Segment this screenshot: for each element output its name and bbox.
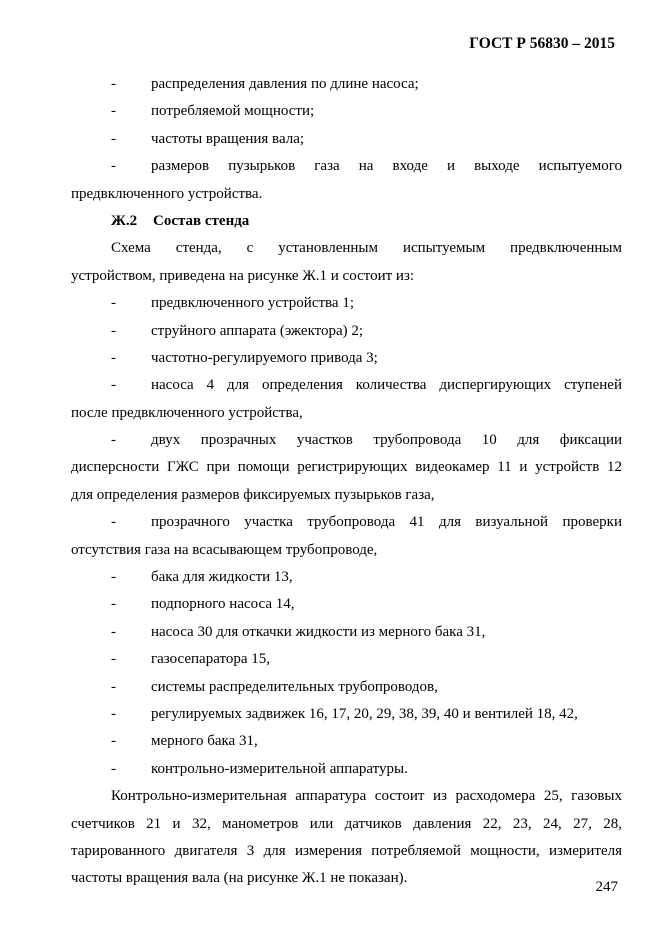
- section-title: Состав стенда: [153, 212, 250, 229]
- list-item-text: бака для жидкости 13,: [151, 569, 293, 586]
- list-item-continuation: дисперсности ГЖС при помощи регистрирующих видеокамер 11 и устройств 12: [71, 459, 622, 476]
- list-item: [71, 701, 622, 728]
- page-body: [71, 71, 622, 893]
- list-dash: -: [111, 349, 116, 366]
- list-item-text: потребляемой мощности;: [151, 103, 315, 120]
- list-item: [71, 427, 622, 454]
- list-item: [71, 728, 622, 755]
- list-dash: -: [111, 623, 116, 640]
- list-item-continuation: для определения размеров фиксируемых пузырьков газа,: [71, 486, 435, 503]
- list-item: [71, 98, 622, 125]
- paragraph-line: частоты вращения вала (на рисунке Ж.1 не показан).: [71, 870, 408, 887]
- list-item-text: подпорного насоса 14,: [151, 596, 295, 613]
- list-dash: -: [111, 760, 116, 777]
- list-item-text: частотно-регулируемого привода 3;: [151, 349, 378, 366]
- list-dash: -: [111, 432, 116, 449]
- list-item-text: размеров пузырьков газа на входе и выходе испытуемого: [151, 158, 622, 175]
- list-dash: -: [111, 678, 116, 695]
- list-dash: -: [111, 377, 116, 394]
- paragraph-line: счетчиков 21 и 32, манометров или датчиков давления 22, 23, 24, 27, 28,: [71, 815, 622, 832]
- list-dash: -: [111, 651, 116, 668]
- list-dash: -: [111, 322, 116, 339]
- paragraph-line: Схема стенда, с установленным испытуемым предвключенным: [111, 240, 622, 257]
- list-item: [71, 646, 622, 673]
- list-item: [71, 318, 622, 345]
- list-item: [71, 509, 622, 536]
- list-item-text: частоты вращения вала;: [151, 130, 305, 147]
- list-item: [71, 71, 622, 98]
- list-item-text: системы распределительных трубопроводов,: [151, 678, 438, 695]
- list-item-continuation: отсутствия газа на всасывающем трубопроводе,: [71, 541, 378, 558]
- list-item: [71, 372, 622, 399]
- list-item-continuation: предвключенного устройства.: [71, 185, 263, 202]
- list-dash: -: [111, 514, 116, 531]
- list-dash: -: [111, 103, 116, 120]
- list-item: [71, 674, 622, 701]
- list-dash: -: [111, 295, 116, 312]
- list-dash: -: [111, 158, 116, 175]
- list-dash: -: [111, 705, 116, 722]
- list-item: [71, 153, 622, 180]
- list-item: [71, 564, 622, 591]
- list-item: [71, 591, 622, 618]
- list-dash: -: [111, 733, 116, 750]
- page-number: 247: [595, 879, 618, 895]
- document-code-header: ГОСТ Р 56830 – 2015: [469, 35, 615, 52]
- list-item-text: предвключенного устройства 1;: [151, 295, 354, 312]
- list-item-continuation: после предвключенного устройства,: [71, 404, 303, 421]
- list-item-text: мерного бака 31,: [151, 733, 258, 750]
- list-item-text: струйного аппарата (эжектора) 2;: [151, 322, 364, 339]
- section-number: Ж.2: [111, 212, 138, 229]
- list-dash: -: [111, 569, 116, 586]
- list-item-text: прозрачного участка трубопровода 41 для визуальной проверки: [151, 514, 622, 531]
- list-item: [71, 756, 622, 783]
- list-item-text: насоса 30 для откачки жидкости из мерного бака 31,: [151, 623, 486, 640]
- list-item-text: газосепаратора 15,: [151, 651, 270, 668]
- list-item: [71, 619, 622, 646]
- list-dash: -: [111, 596, 116, 613]
- list-item-text: контрольно-измерительной аппаратуры.: [151, 760, 408, 777]
- list-item: [71, 290, 622, 317]
- list-item: [71, 345, 622, 372]
- paragraph-line: тарированного двигателя 3 для измерения потребляемой мощности, измерителя: [71, 842, 622, 859]
- list-dash: -: [111, 76, 116, 92]
- list-item-text: насоса 4 для определения количества диспергирующих ступеней: [151, 377, 622, 394]
- list-item-text: регулируемых задвижек 16, 17, 20, 29, 38, 39, 40 и вентилей 18, 42,: [151, 705, 578, 722]
- paragraph-line: устройством, приведена на рисунке Ж.1 и состоит из:: [71, 267, 415, 284]
- paragraph-line: Контрольно-измерительная аппаратура состоит из расходомера 25, газовых: [111, 788, 622, 805]
- list-item-text: распределения давления по длине насоса;: [151, 76, 419, 92]
- list-item: [71, 126, 622, 153]
- section-heading: [71, 208, 622, 235]
- list-item-text: двух прозрачных участков трубопровода 10 для фиксации: [151, 432, 622, 449]
- list-dash: -: [111, 130, 116, 147]
